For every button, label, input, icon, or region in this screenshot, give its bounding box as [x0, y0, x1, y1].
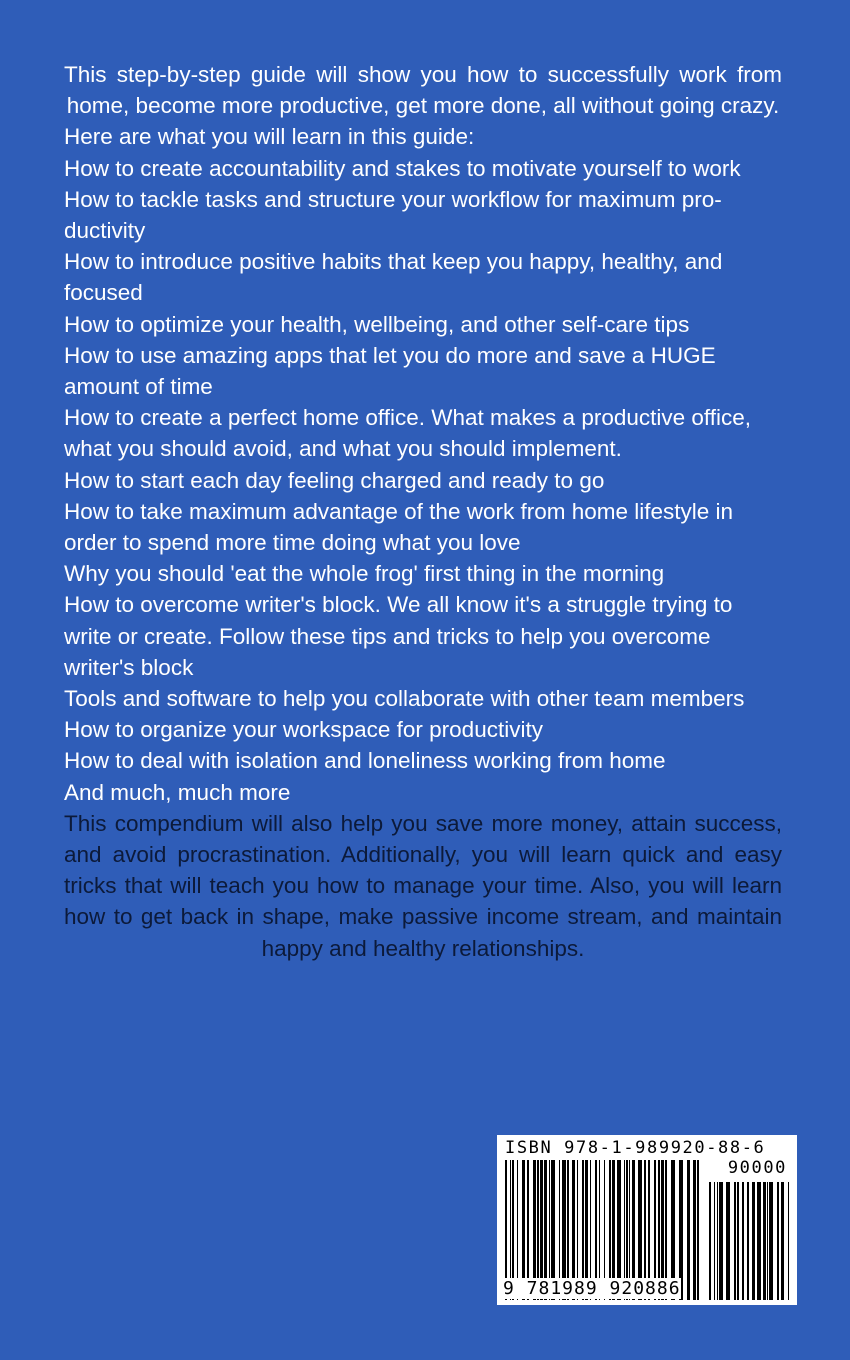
list-item: How to optimize your health, wellbeing, and other self-care tips — [64, 311, 690, 337]
barcode-bar — [767, 1182, 768, 1300]
description-text — [64, 59, 782, 964]
list-item: And much, much more — [64, 779, 291, 805]
barcode-bar — [687, 1160, 690, 1300]
barcode-bar — [709, 1182, 711, 1300]
price-code: 90000 — [727, 1158, 787, 1178]
intro-paragraph: This step-by-step guide will show you how to successfully work from home, become more productive, get more done, all without going crazy. — [64, 62, 782, 119]
list-item: How to introduce positive habits that keep you happy, healthy, and focused — [64, 249, 723, 306]
list-item: How to use amazing apps that let you do more and save a HUGE amount of time — [64, 342, 716, 400]
isbn-label: ISBN 978-1-989920-88-6 — [505, 1138, 766, 1158]
barcode-bar — [747, 1182, 749, 1300]
outro-paragraph: This compendium will also help you save more money, attain success, and avoid procrastination. Additionally, you will learn quick and easy tricks that will teach you how to manage your time. Also, you will learn how to get back in shape, make passive income stream, and maintain happy and healthy relationships. — [64, 810, 782, 961]
list-item: How to start each day feeling charged and ready to go — [64, 467, 605, 493]
list-item: How to overcome writer's block. We all know it's a struggle trying to write or create. Follow these tips and tricks to help you overcome writer's block — [64, 592, 733, 680]
barcode-bar — [742, 1182, 744, 1300]
list-item: How to take maximum advantage of the work from home lifestyle in order to spend more time doing what you love — [64, 498, 734, 556]
list-item: How to create a perfect home office. What makes a productive office, what you should avoid, and what you should implement. — [64, 405, 752, 462]
isbn-barcode — [497, 1135, 797, 1305]
list-item: How to deal with isolation and loneliness working from home — [64, 748, 666, 774]
barcode-bar — [757, 1182, 761, 1300]
barcode-bar — [717, 1182, 718, 1300]
barcode-bar — [693, 1160, 696, 1300]
barcode-bar — [781, 1182, 784, 1300]
barcode-bar — [697, 1160, 699, 1300]
barcode-bar — [788, 1182, 789, 1300]
barcode-bar — [734, 1182, 736, 1300]
barcode-bar — [714, 1182, 715, 1300]
barcode-bar — [737, 1182, 739, 1300]
list-item: How to organize your workspace for productivity — [64, 717, 543, 743]
barcode-bar — [763, 1182, 766, 1300]
barcode-bar — [719, 1182, 723, 1300]
barcode-bar — [777, 1182, 779, 1300]
list-item: How to tackle tasks and structure your workflow for maximum pro-ductivity — [64, 186, 722, 244]
list-item: How to create accountability and stakes to motivate yourself to work — [64, 155, 741, 181]
barcode-digits: 9 781989 920886 — [503, 1278, 681, 1299]
barcode-bar — [726, 1182, 730, 1300]
list-item: Tools and software to help you collaborate with other team members — [64, 686, 745, 712]
barcode-bar — [752, 1182, 755, 1300]
list-item: Why you should 'eat the whole frog' first thing in the morning — [64, 561, 665, 587]
list-heading: Here are what you will learn in this guide: — [64, 124, 475, 150]
barcode-bar — [769, 1182, 773, 1300]
